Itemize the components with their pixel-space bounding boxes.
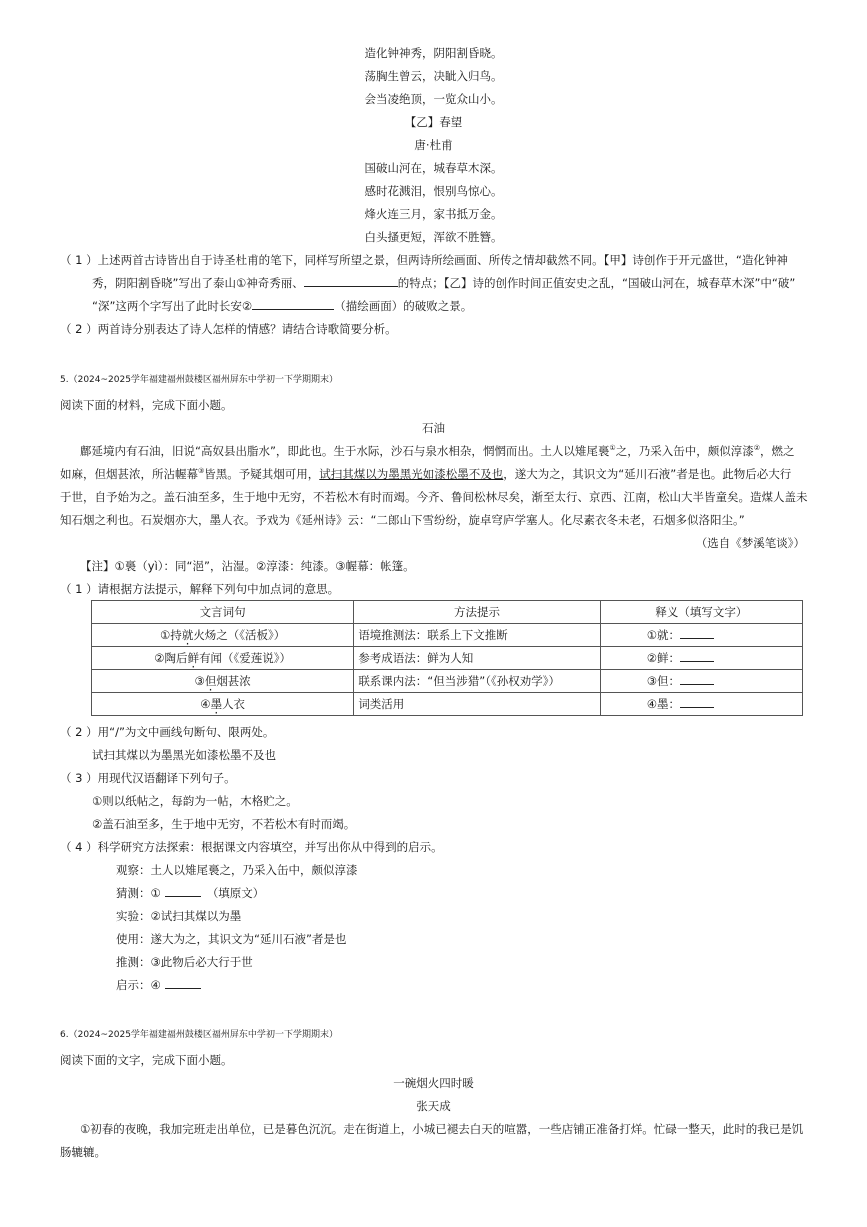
- table-cell: 词类活用: [354, 693, 600, 716]
- table-row: [92, 670, 803, 693]
- subquestion-text: ①则以纸帖之，每韵为一帖，木格贮之。: [92, 794, 298, 808]
- answer-blank[interactable]: [680, 627, 714, 639]
- table-header: 方法提示: [354, 601, 600, 624]
- poem-author: 唐·杜甫: [414, 138, 453, 152]
- passage-paragraph: ①初春的夜晚，我加完班走出单位，已是暮色沉沉。走在街道上，小城已褪去白天的喧嚣，一些店铺正准备打烊。忙碌一整天，此时的我已是饥: [80, 1122, 804, 1136]
- question-text: （ 1 ）上述两首古诗皆出自于诗圣杜甫的笔下，同样写所望之景，但两诗所绘画面、所传之情却截然不同。【甲】诗创作于开元盛世，“造化钟神: [60, 253, 788, 267]
- table-header-row: [92, 601, 803, 624]
- passage-author: 张天成: [416, 1099, 451, 1113]
- method-step: 使用：遂大为之，其识文为“延川石液”者是也: [116, 932, 347, 946]
- poem-line: 白头搔更短，浑欲不胜簪。: [364, 230, 503, 244]
- question-header: 6.（2024~2025学年福建福州鼓楼区福州屏东中学初一下学期期末）: [60, 1030, 338, 1040]
- table-row: [92, 647, 803, 670]
- question-header: 5.（2024~2025学年福建福州鼓楼区福州屏东中学初一下学期期末）: [60, 375, 338, 385]
- instruction: 阅读下面的材料，完成下面小题。: [60, 398, 233, 412]
- answer-blank[interactable]: [165, 977, 201, 989]
- table-cell: ④墨：: [600, 693, 802, 716]
- passage-paragraph: 鄜延境内有石油，旧说“高奴县出脂水”，即此也。生于水际，沙石与泉水相杂，惘惘而出。土人以雉尾裛①之，乃采入缶中，颇似淳漆②，燃之: [80, 444, 795, 458]
- poem-line: 造化钟神秀，阴阳割昏晓。: [364, 46, 503, 60]
- passage-paragraph: 于世，自予始为之。盖石油至多，生于地中无穷，不若松木有时而竭。今齐、鲁间松林尽矣，渐至太行、京西、江南，松山大半皆童矣。造煤人盖未: [60, 490, 808, 504]
- table-cell: 参考成语法：鲜为人知: [354, 647, 600, 670]
- table-row: [92, 624, 803, 647]
- table-cell: ③但烟甚浓: [92, 670, 354, 693]
- instruction: 阅读下面的文字，完成下面小题。: [60, 1053, 233, 1067]
- table-cell: ①就：: [600, 624, 802, 647]
- question-text: “深”这两个字写出了此时长安② （描绘画面）的破败之景。: [92, 299, 473, 313]
- answer-blank[interactable]: [252, 298, 334, 310]
- source-citation: （选自《梦溪笔谈》）: [695, 536, 805, 550]
- answer-blank[interactable]: [680, 673, 714, 685]
- table-cell: ①持就火炀之（《活板》）: [92, 624, 354, 647]
- subquestion: （ 1 ）请根据方法提示，解释下列句中加点词的意思。: [60, 582, 340, 596]
- subquestion-text: ②盖石油至多，生于地中无穷，不若松木有时而竭。: [92, 817, 356, 831]
- table-header: 释义（填写文字）: [600, 601, 802, 624]
- subquestion: （ 4 ）科学研究方法探索：根据课文内容填空，并写出你从中得到的启示。: [60, 840, 443, 854]
- passage-paragraph: 知石烟之利也。石炭烟亦大，墨人衣。予戏为《延州诗》云：“二郎山下雪纷纷，旋卓穹庐学塞人。化尽素衣冬未老，石烟多似洛阳尘。”: [60, 513, 745, 527]
- poem-line: 烽火连三月，家书抵万金。: [364, 207, 503, 221]
- passage-paragraph: 肠辘辘。: [60, 1145, 106, 1159]
- table-row: [92, 693, 803, 716]
- table-cell: ③但：: [600, 670, 802, 693]
- underlined-sentence: 试扫其煤以为墨黑光如漆松墨不及也: [319, 467, 504, 481]
- method-step: 推测：③此物后必大行于世: [116, 955, 253, 969]
- passage-title: 一碗烟火四时暖: [393, 1076, 474, 1090]
- subquestion: （ 3 ）用现代汉语翻译下列句子。: [60, 771, 236, 785]
- table-cell: 语境推测法：联系上下文推断: [354, 624, 600, 647]
- question-text: 秀，阴阳割昏晓”写出了泰山①神奇秀丽、 的特点；【乙】诗的创作时间正值安史之乱，“国破山河在，城春草木深”中“破”: [92, 276, 796, 290]
- table-cell: ②陶后鲜有闻（《爱莲说》）: [92, 647, 354, 670]
- table-header: 文言词句: [92, 601, 354, 624]
- table-cell: 联系课内法：“但当涉猎”（《孙权劝学》）: [354, 670, 600, 693]
- answer-blank[interactable]: [680, 696, 714, 708]
- answer-blank[interactable]: [165, 885, 201, 897]
- table-cell: ②鲜：: [600, 647, 802, 670]
- passage-title: 石油: [422, 421, 445, 435]
- poem-line: 荡胸生曾云，决眦入归鸟。: [364, 69, 503, 83]
- poem-title: 【乙】春望: [404, 115, 463, 129]
- poem-line: 国破山河在，城春草木深。: [364, 161, 503, 175]
- method-step: 启示：④: [116, 977, 201, 993]
- subquestion-text: 试扫其煤以为墨黑光如漆松墨不及也: [92, 748, 276, 762]
- method-step: 猜测：① （填原文）: [116, 886, 265, 900]
- answer-blank[interactable]: [304, 275, 398, 287]
- subquestion: （ 2 ）用“/”为文中画线句断句、限两处。: [60, 725, 275, 739]
- question-text: （ 2 ）两首诗分别表达了诗人怎样的情感？请结合诗歌简要分析。: [60, 322, 397, 336]
- annotation-note: 【注】①裛（yì）：同“浥”，沾湿。②淳漆：纯漆。③幄幕：帐篷。: [80, 559, 415, 573]
- table-cell: ④墨人衣: [92, 693, 354, 716]
- method-table: [91, 600, 803, 716]
- poem-line: 感时花溅泪，恨别鸟惊心。: [364, 184, 503, 198]
- answer-blank[interactable]: [680, 650, 714, 662]
- method-step: 实验：②试扫其煤以为墨: [116, 909, 242, 923]
- method-step: 观察：土人以雉尾裛之，乃采入缶中，颇似淳漆: [116, 863, 358, 877]
- poem-line: 会当凌绝顶，一览众山小。: [364, 92, 503, 106]
- passage-paragraph: 如麻，但烟甚浓，所沾幄幕③皆黑。予疑其烟可用，试扫其煤以为墨黑光如漆松墨不及也，遂大为之，其识文为“延川石液”者是也。此物后必大行: [60, 467, 792, 481]
